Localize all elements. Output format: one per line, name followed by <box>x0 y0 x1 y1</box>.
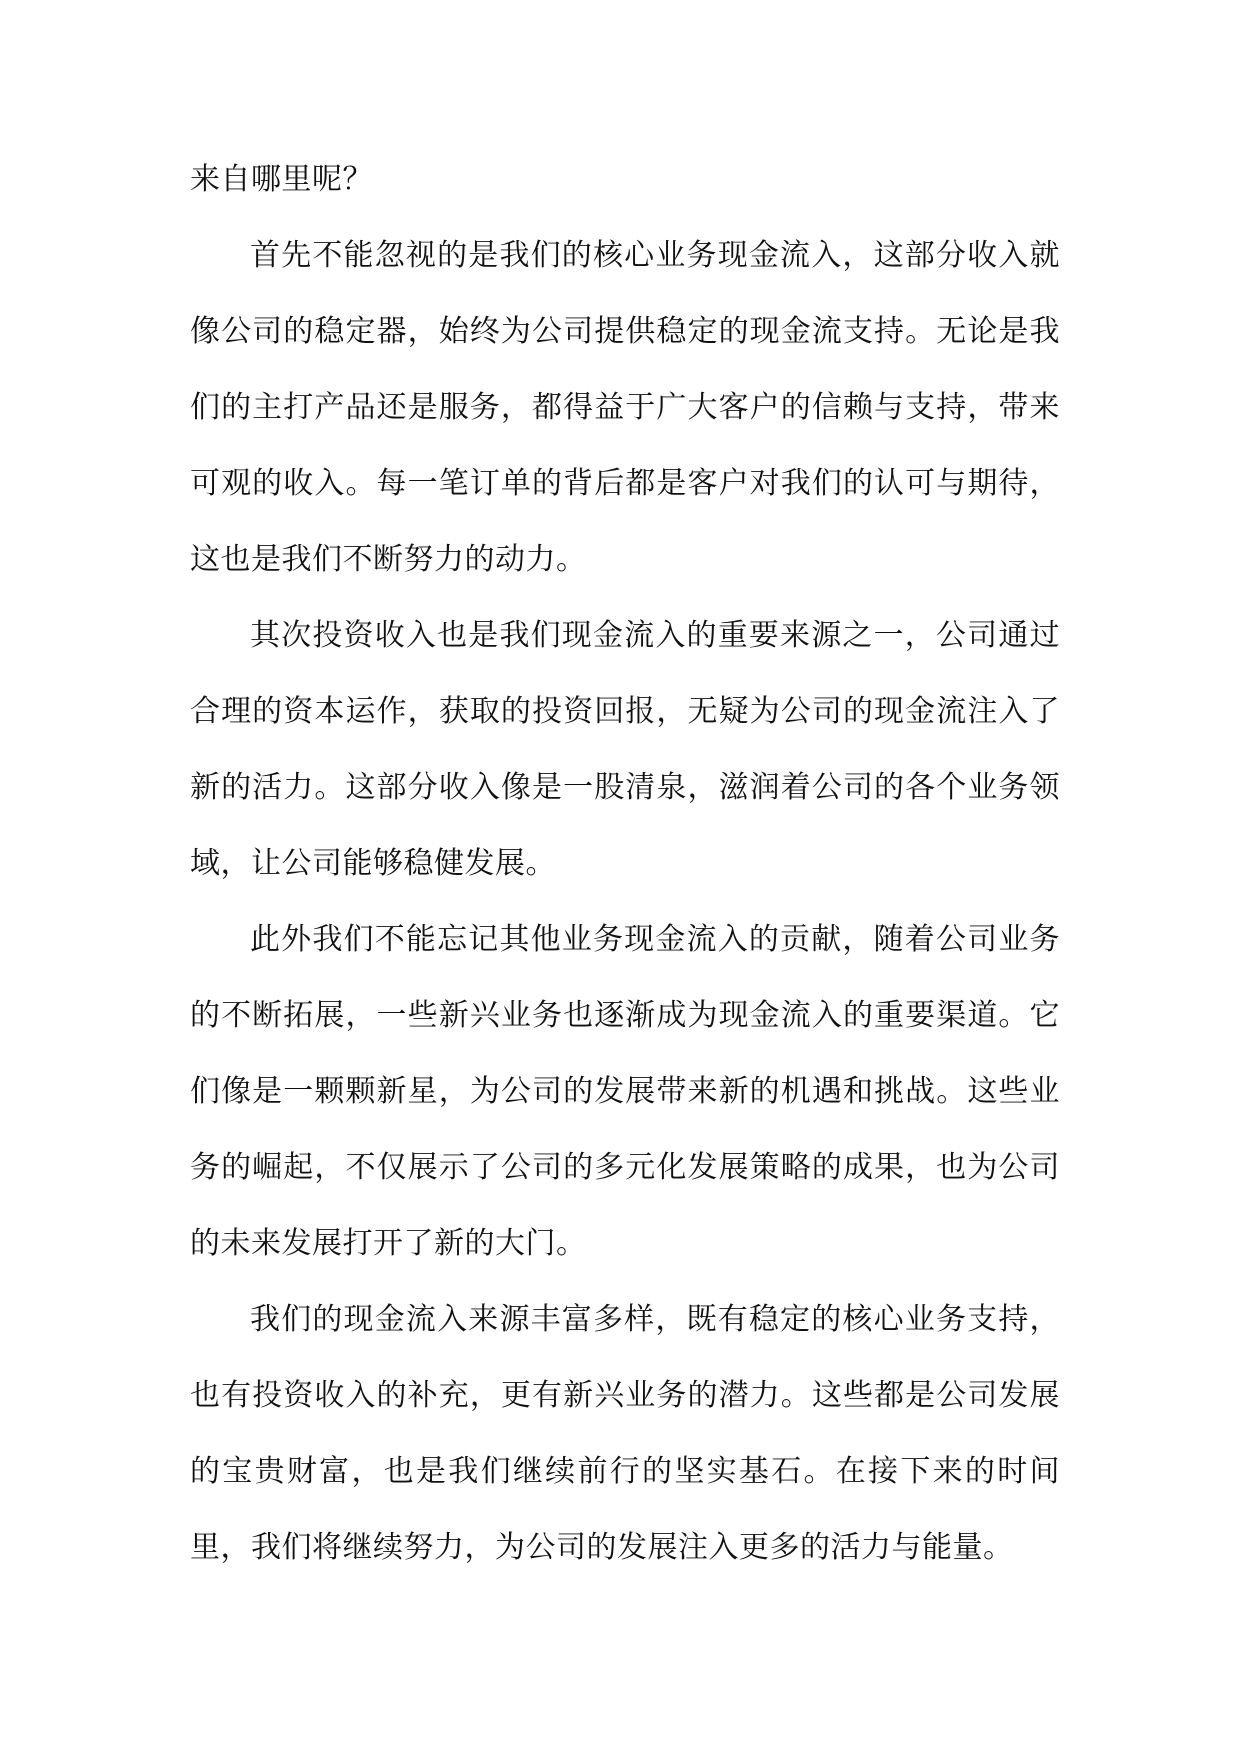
paragraph-summary: 我们的现金流入来源丰富多样，既有稳定的核心业务支持，也有投资收入的补充，更有新兴业务的潜力。这些都是公司发展的宝贵财富，也是我们继续前行的坚实基石。在接下来的时间里，我们将继续努力，为公司的发展注入更多的活力与能量。 <box>190 1302 1060 1565</box>
paragraph-continuation: 来自哪里呢？ <box>190 162 373 197</box>
paragraph-core-business-cashflow: 首先不能忽视的是我们的核心业务现金流入，这部分收入就像公司的稳定器，始终为公司提供稳定的现金流支持。无论是我们的主打产品还是服务，都得益于广大客户的信赖与支持，带来可观的收入。每一笔订单的背后都是客户对我们的认可与期待，这也是我们不断努力的动力。 <box>190 238 1060 577</box>
document-body <box>190 142 1060 1586</box>
paragraph-investment-income: 其次投资收入也是我们现金流入的重要来源之一，公司通过合理的资本运作，获取的投资回报，无疑为公司的现金流注入了新的活力。这部分收入像是一股清泉，滋润着公司的各个业务领域，让公司能够稳健发展。 <box>190 618 1060 881</box>
paragraph-other-business-cashflow: 此外我们不能忘记其他业务现金流入的贡献，随着公司业务的不断拓展，一些新兴业务也逐渐成为现金流入的重要渠道。它们像是一颗颗新星，为公司的发展带来新的机遇和挑战。这些业务的崛起，不仅展示了公司的多元化发展策略的成果，也为公司的未来发展打开了新的大门。 <box>190 922 1060 1261</box>
